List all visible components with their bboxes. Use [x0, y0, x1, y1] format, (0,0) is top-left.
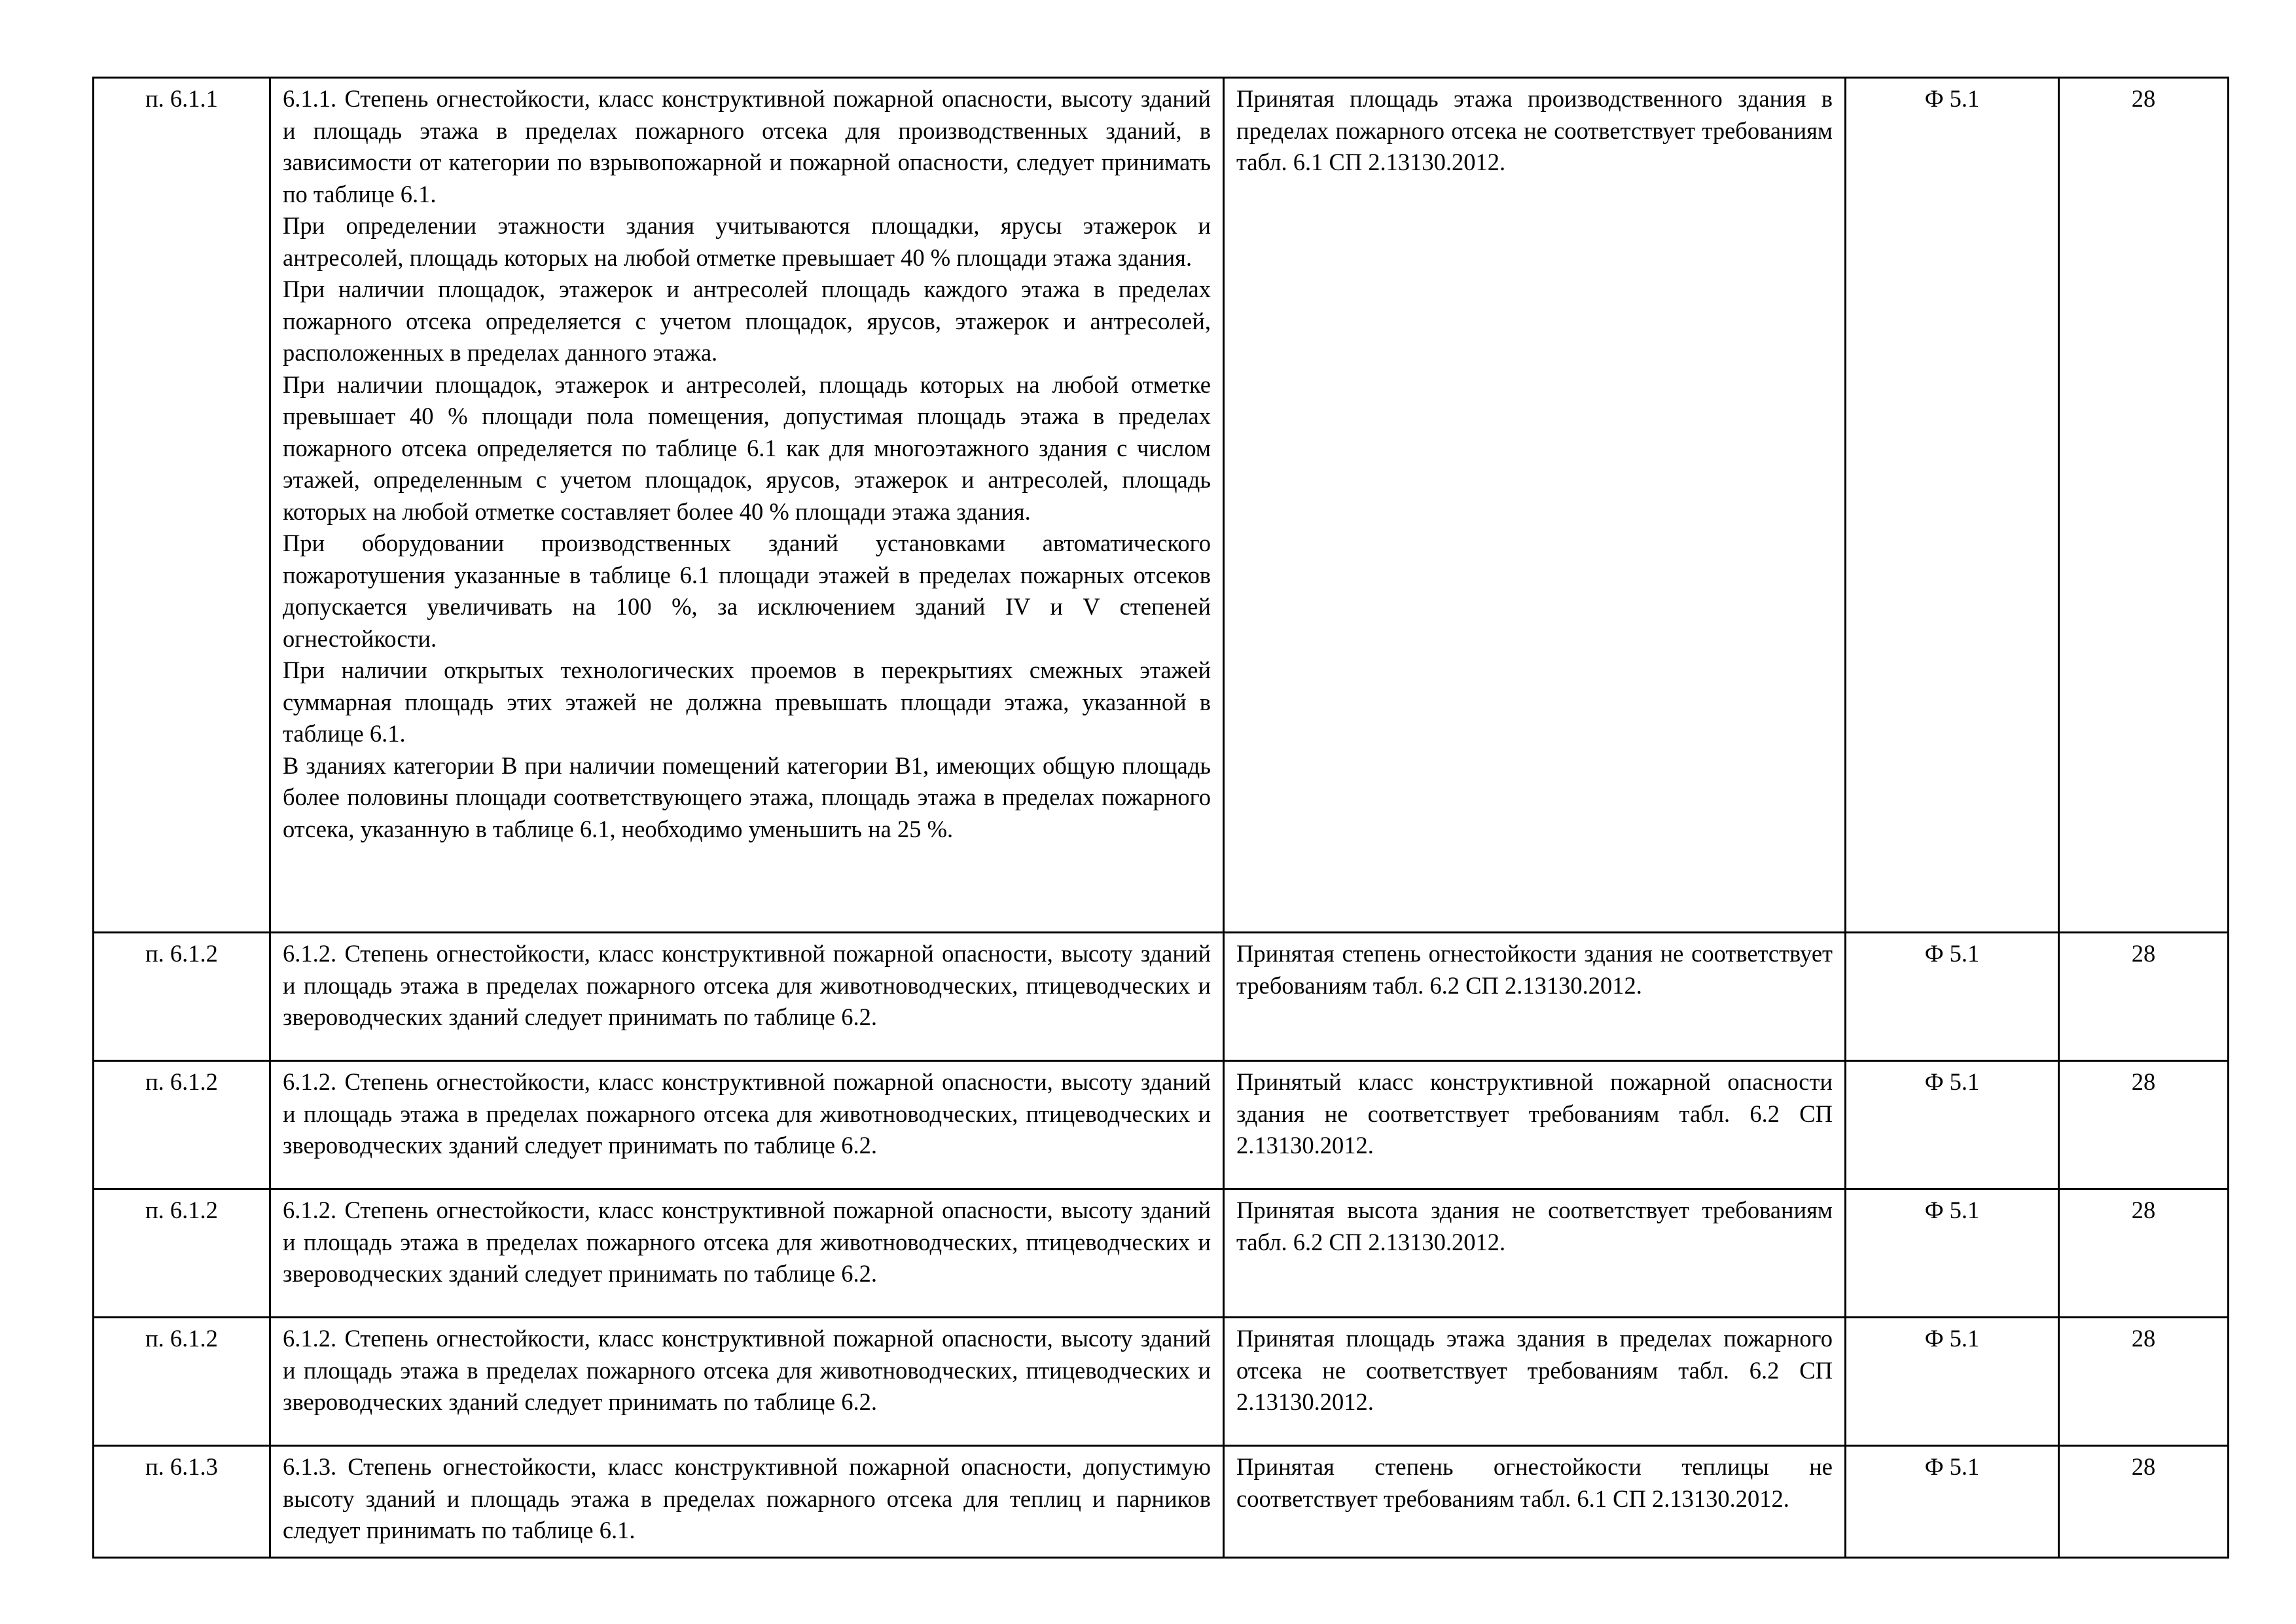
table-row	[94, 1446, 2229, 1558]
table-row	[94, 933, 2229, 1061]
requirement-paragraph: 6.1.2. Степень огнестойкости, класс конструктивной пожарной опасности, высоту зданий и площадь этажа в пределах пожарного отсека для животноводческих, птицеводческих и звероводческих зданий следует принимать по таблице 6.2.	[283, 940, 1211, 1030]
requirement-paragraph: При наличии площадок, этажерок и антресолей, площадь которых на любой отметке превышает 40 % площади пола помещения, допустимая площадь этажа в пределах пожарного отсека определяется по таблице 6.1 как для многоэтажного здания с числом этажей, определенным с учетом площадок, ярусов, этажерок и антресолей, площадь которых на любой отметке составляет более 40 % площади этажа здания.	[283, 370, 1211, 525]
violation-cell: Принятая степень огнестойкости теплицы не соответствует требованиям табл. 6.1 СП 2.13130.2012.	[1224, 1446, 1846, 1558]
clause-cell: п. 6.1.2	[94, 933, 270, 1061]
violation-cell: Принятый класс конструктивной пожарной опасности здания не соответствует требованиям табл. 6.2 СП 2.13130.2012.	[1224, 1061, 1846, 1189]
clause-cell: п. 6.1.2	[94, 1189, 270, 1318]
requirement-paragraph: При наличии площадок, этажерок и антресолей площадь каждого этажа в пределах пожарного отсека определяется с учетом площадок, ярусов, этажерок и антресолей, расположенных в пределах данного этажа.	[283, 276, 1211, 366]
page-cell: 28	[2059, 1189, 2229, 1318]
violation-cell: Принятая площадь этажа здания в пределах пожарного отсека не соответствует требованиям табл. 6.2 СП 2.13130.2012.	[1224, 1318, 1846, 1446]
code-cell: Ф 5.1	[1846, 78, 2059, 933]
clause-cell: п. 6.1.3	[94, 1446, 270, 1558]
code-cell: Ф 5.1	[1846, 933, 2059, 1061]
requirement-paragraph: 6.1.3. Степень огнестойкости, класс конструктивной пожарной опасности, допустимую высоту зданий и площадь этажа в пределах пожарного отсека для теплиц и парников следует принимать по таблице 6.1.	[283, 1453, 1211, 1543]
code-cell: Ф 5.1	[1846, 1061, 2059, 1189]
page-cell: 28	[2059, 1318, 2229, 1446]
clause-cell: п. 6.1.2	[94, 1318, 270, 1446]
violation-cell: Принятая степень огнестойкости здания не соответствует требованиям табл. 6.2 СП 2.13130.2012.	[1224, 933, 1846, 1061]
requirement-cell	[270, 1061, 1224, 1189]
violation-cell: Принятая высота здания не соответствует требованиям табл. 6.2 СП 2.13130.2012.	[1224, 1189, 1846, 1318]
page-cell: 28	[2059, 1061, 2229, 1189]
requirement-cell	[270, 1318, 1224, 1446]
clause-cell: п. 6.1.2	[94, 1061, 270, 1189]
requirement-paragraph: 6.1.1. Степень огнестойкости, класс конструктивной пожарной опасности, высоту зданий и площадь этажа в пределах пожарного отсека для производственных зданий, в зависимости от категории по взрывопожарной и пожарной опасности, следует принимать по таблице 6.1.	[283, 85, 1211, 208]
table-row	[94, 1318, 2229, 1446]
code-cell: Ф 5.1	[1846, 1446, 2059, 1558]
page-cell: 28	[2059, 933, 2229, 1061]
page-cell: 28	[2059, 1446, 2229, 1558]
requirement-paragraph: При определении этажности здания учитываются площадки, ярусы этажерок и антресолей, площадь которых на любой отметке превышает 40 % площади этажа здания.	[283, 212, 1211, 271]
requirement-cell	[270, 78, 1224, 933]
requirement-paragraph: При наличии открытых технологических проемов в перекрытиях смежных этажей суммарная площадь этих этажей не должна превышать площади этажа, указанной в таблице 6.1.	[283, 657, 1211, 747]
regulation-table	[92, 77, 2229, 1559]
requirement-paragraph: При оборудовании производственных зданий установками автоматического пожаротушения указанные в таблице 6.1 площади этажей в пределах пожарных отсеков допускается увеличивать на 100 %, за исключением зданий IV и V степеней огнестойкости.	[283, 530, 1211, 652]
code-cell: Ф 5.1	[1846, 1189, 2059, 1318]
violation-cell: Принятая площадь этажа производственного здания в пределах пожарного отсека не соответствует требованиям табл. 6.1 СП 2.13130.2012.	[1224, 78, 1846, 933]
requirement-paragraph: 6.1.2. Степень огнестойкости, класс конструктивной пожарной опасности, высоту зданий и площадь этажа в пределах пожарного отсека для животноводческих, птицеводческих и звероводческих зданий следует принимать по таблице 6.2.	[283, 1197, 1211, 1287]
requirement-cell	[270, 1189, 1224, 1318]
requirement-cell	[270, 933, 1224, 1061]
requirement-cell	[270, 1446, 1224, 1558]
code-cell: Ф 5.1	[1846, 1318, 2059, 1446]
requirement-paragraph: 6.1.2. Степень огнестойкости, класс конструктивной пожарной опасности, высоту зданий и площадь этажа в пределах пожарного отсека для животноводческих, птицеводческих и звероводческих зданий следует принимать по таблице 6.2.	[283, 1325, 1211, 1415]
table-row	[94, 1061, 2229, 1189]
requirement-paragraph: 6.1.2. Степень огнестойкости, класс конструктивной пожарной опасности, высоту зданий и площадь этажа в пределах пожарного отсека для животноводческих, птицеводческих и звероводческих зданий следует принимать по таблице 6.2.	[283, 1068, 1211, 1159]
page-cell: 28	[2059, 78, 2229, 933]
table-row	[94, 1189, 2229, 1318]
requirement-paragraph: В зданиях категории В при наличии помещений категории В1, имеющих общую площадь более половины площади соответствующего этажа, площадь этажа в пределах пожарного отсека, указанную в таблице 6.1, необходимо уменьшить на 25 %.	[283, 751, 1211, 842]
clause-cell: п. 6.1.1	[94, 78, 270, 933]
table-row	[94, 78, 2229, 933]
